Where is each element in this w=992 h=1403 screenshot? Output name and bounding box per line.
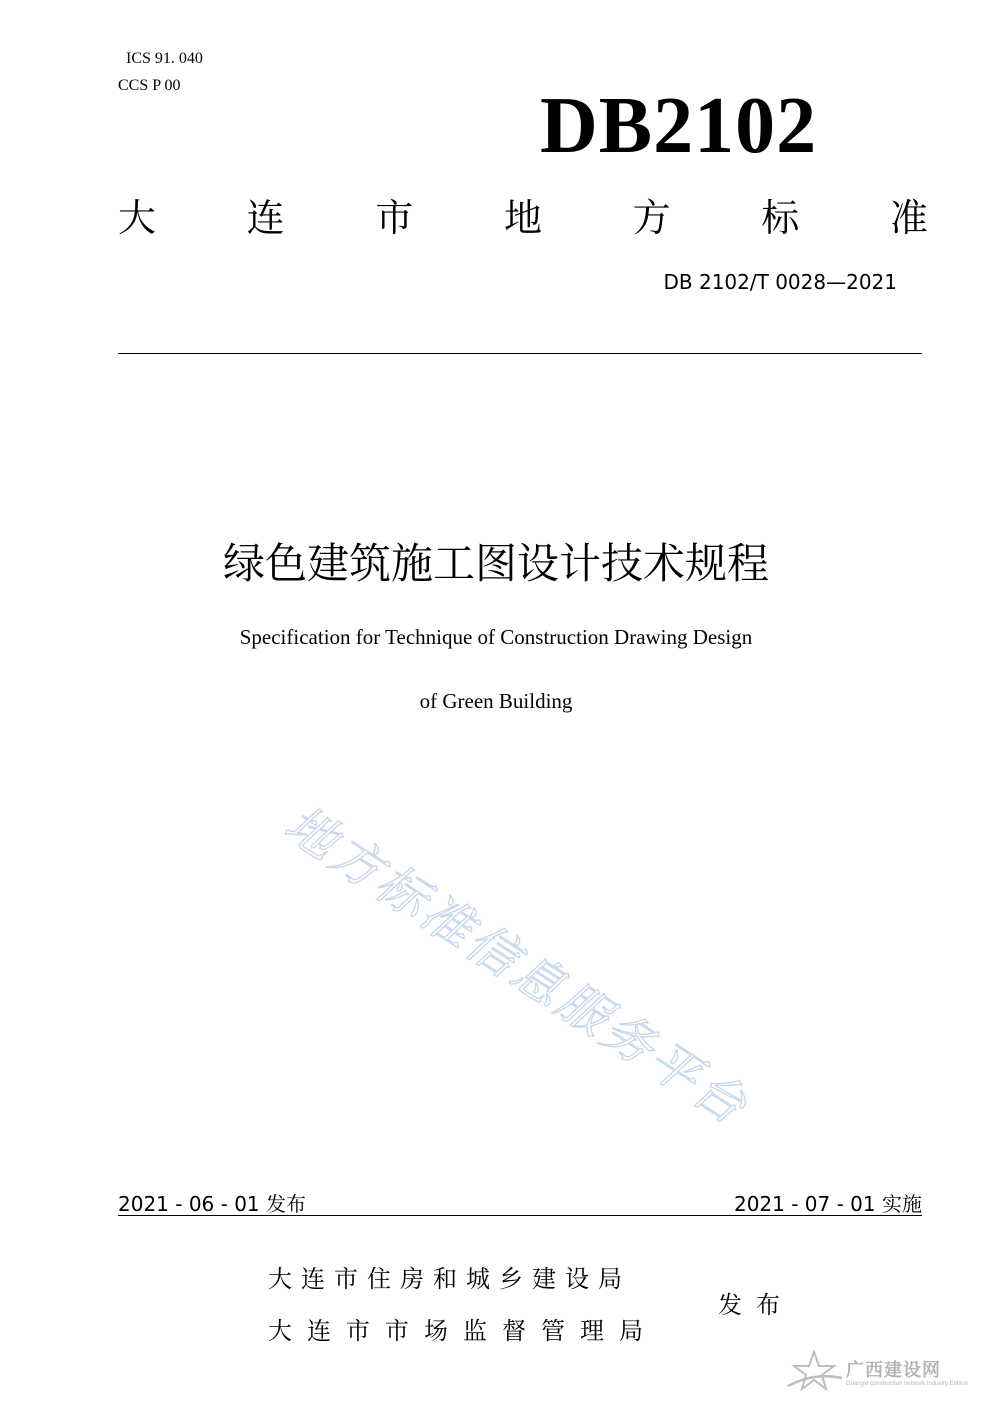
chinese-title: 绿色建筑施工图设计技术规程 (222, 539, 769, 588)
issued-label: 发布 (718, 1291, 794, 1319)
standard-type-char: 大 (118, 196, 157, 240)
standard-number: DB 2102/T 0028—2021 (663, 270, 897, 294)
standard-type-char: 市 (375, 196, 414, 240)
standard-type-char: 连 (246, 196, 285, 240)
watermark-text: 地方标准信息服务平台 (274, 794, 760, 1138)
issuer-housing-bureau: 大连市住房和城乡建设局 (268, 1265, 631, 1293)
site-logo-tagline: Guangxi construction network Industry Edition (846, 1381, 969, 1387)
standard-type-char: 地 (503, 196, 542, 240)
site-logo (784, 1348, 984, 1398)
star-swoosh-icon (784, 1348, 844, 1398)
ccs-code: CCS P 00 (118, 77, 181, 94)
site-logo-name: 广西建设网 (846, 1360, 941, 1381)
issue-date: 2021 - 06 - 01 发布 (118, 1192, 307, 1216)
standard-type-char: 标 (761, 196, 800, 240)
standard-type-char: 准 (889, 196, 928, 240)
issuer-market-bureau: 大连市市场监督管理局 (268, 1317, 658, 1345)
bottom-divider (118, 1215, 922, 1216)
standard-type-char: 方 (632, 196, 671, 240)
standard-code: DB2102 (540, 82, 818, 170)
top-divider (118, 353, 922, 354)
english-title-line2: of Green Building (419, 689, 573, 713)
implementation-date: 2021 - 07 - 01 实施 (733, 1192, 922, 1216)
standard-type-title (118, 194, 928, 244)
ics-code: ICS 91. 040 (126, 50, 203, 67)
english-title-line1: Specification for Technique of Construction Drawing Design (239, 625, 753, 649)
